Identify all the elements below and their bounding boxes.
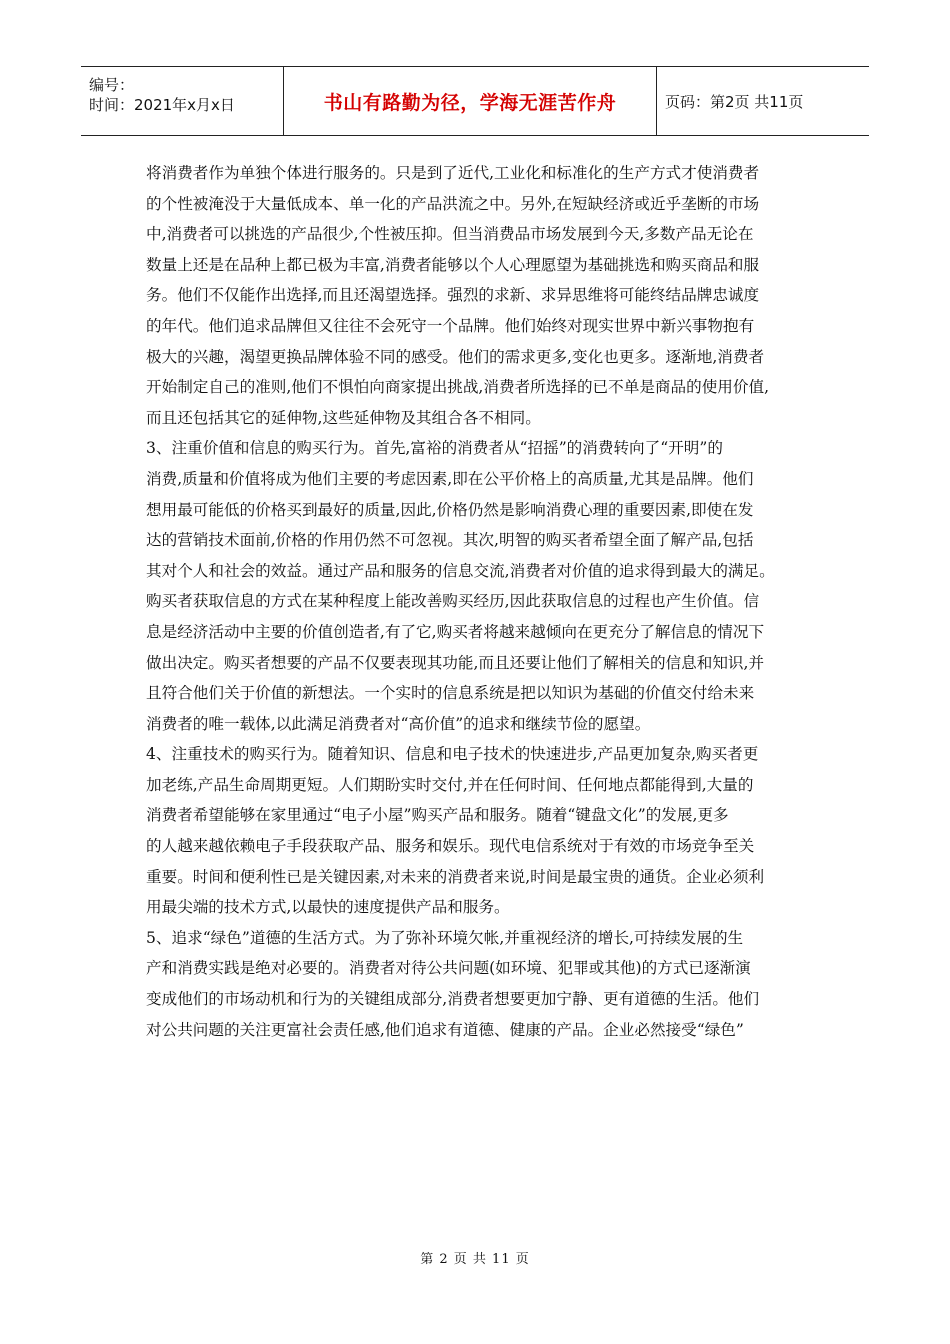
text-line: 将消费者作为单独个体进行服务的。只是到了近代,工业化和标准化的生产方式才使消费者 [146, 164, 760, 182]
page-footer: 第 2 页 共 11 页 [420, 1252, 530, 1267]
header-motto: 书山有路勤为径，学海无涯苦作舟 [284, 67, 657, 135]
text-line: 3、注重价值和信息的购买行为。首先,富裕的消费者从“招摇”的消费转向了“开明”的 [146, 439, 723, 458]
text-line: 的年代。他们追求品牌但又往往不会死守一个品牌。他们始终对现实世界中新兴事物抱有 [146, 316, 755, 335]
text-line: 而且还包括其它的延伸物,这些延伸物及其组合各不相同。 [146, 408, 541, 427]
text-line: 变成他们的市场动机和行为的关键组成部分,消费者想要更加宁静、更有道德的生活。他们 [146, 990, 760, 1009]
text-line: 且符合他们关于价值的新想法。一个实时的信息系统是把以知识为基础的价值交付给未来 [146, 684, 755, 703]
text-line: 开始制定自己的准则,他们不惧怕向商家提出挑战,消费者所选择的已不单是商品的使用价值, [146, 378, 770, 397]
text-line: 消费者的唯一载体,以此满足消费者对“高价值”的追求和继续节俭的愿望。 [146, 714, 651, 733]
text-line: 消费者希望能够在家里通过“电子小屋”购买产品和服务。随着“键盘文化”的发展,更多 [146, 806, 729, 825]
body-text [146, 158, 820, 1045]
text-line: 购买者获取信息的方式在某种程度上能改善购买经历,因此获取信息的过程也产生价值。信 [146, 592, 760, 611]
text-line: 极大的兴趣，渴望更换品牌体验不同的感受。他们的需求更多,变化也更多。逐渐地,消费者 [146, 347, 765, 366]
page-header [81, 66, 869, 136]
header-page-info: 页码：第2页 共11页 [665, 92, 804, 111]
text-line: 加老练,产品生命周期更短。人们期盼实时交付,并在任何时间、任何地点都能得到,大量的 [146, 775, 754, 794]
text-line: 的人越来越依赖电子手段获取产品、服务和娱乐。现代电信系统对于有效的市场竞争至关 [146, 837, 755, 856]
text-line: 重要。时间和便利性已是关键因素,对未来的消费者来说,时间是最宝贵的通货。企业必须利 [146, 867, 765, 886]
text-line: 做出决定。购买者想要的产品不仅要表现其功能,而且还要让他们了解相关的信息和知识,并 [146, 653, 765, 672]
text-line: 数量上还是在品种上都已极为丰富,消费者能够以个人心理愿望为基础挑选和购买商品和服 [146, 255, 760, 274]
text-line: 的个性被淹没于大量低成本、单一化的产品洪流之中。另外,在短缺经济或近乎垄断的市场 [146, 194, 760, 213]
text-line: 达的营销技术面前,价格的作用仍然不可忽视。其次,明智的购买者希望全面了解产品,包括 [146, 531, 754, 550]
text-line: 想用最可能低的价格买到最好的质量,因此,价格仍然是影响消费心理的重要因素,即使在发 [146, 500, 754, 519]
text-line: 中,消费者可以挑选的产品很少,个性被压抑。但当消费品市场发展到今天,多数产品无论在 [146, 225, 754, 244]
text-line: 5、追求“绿色”道德的生活方式。为了弥补环境欠帐,并重视经济的增长,可持续发展的生 [146, 928, 744, 947]
text-line: 对公共问题的关注更富社会责任感,他们追求有道德、健康的产品。企业必然接受“绿色” [146, 1020, 744, 1039]
text-line: 产和消费实践是绝对必要的。消费者对待公共问题(如环境、犯罪或其他)的方式已逐渐演 [146, 959, 751, 978]
text-line: 4、注重技术的购买行为。随着知识、信息和电子技术的快速进步,产品更加复杂,购买者更 [146, 745, 759, 764]
document-number-label: 编号： [89, 76, 135, 94]
text-line: 其对个人和社会的效益。通过产品和服务的信息交流,消费者对价值的追求得到最大的满足。 [146, 561, 775, 580]
document-date: 时间：2021年x月x日 [89, 96, 235, 114]
text-line: 务。他们不仅能作出选择,而且还渴望选择。强烈的求新、求异思维将可能终结品牌忠诚度 [146, 286, 760, 305]
header-meta [81, 67, 284, 135]
text-line: 消费,质量和价值将成为他们主要的考虑因素,即在公平价格上的高质量,尤其是品牌。他们 [146, 469, 754, 488]
text-line: 用最尖端的技术方式,以最快的速度提供产品和服务。 [146, 898, 510, 917]
text-line: 息是经济活动中主要的价值创造者,有了它,购买者将越来越倾向在更充分了解信息的情况下 [146, 622, 765, 641]
